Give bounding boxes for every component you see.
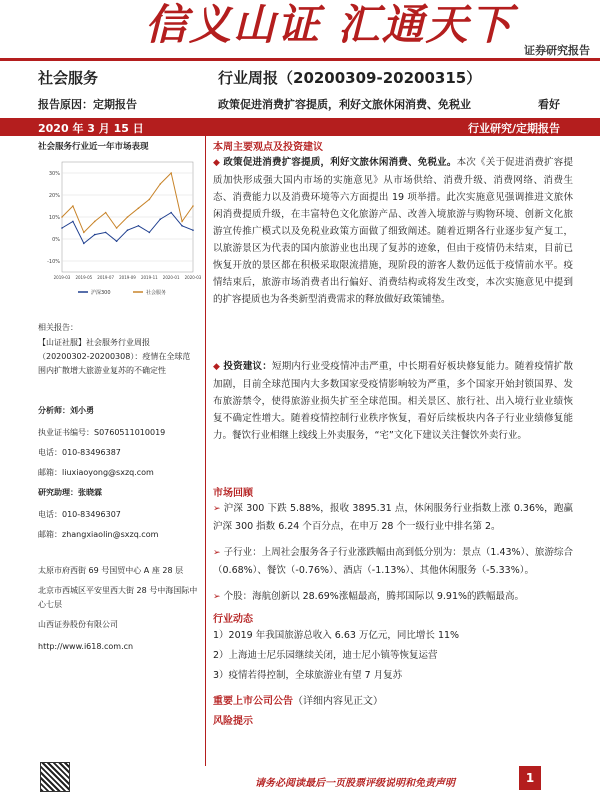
section-industry-news: 行业动态	[213, 614, 253, 625]
column-divider	[205, 136, 206, 766]
data-point	[105, 212, 107, 214]
data-point	[61, 227, 63, 229]
data-point	[170, 212, 172, 214]
news-list	[213, 626, 459, 686]
data-point	[116, 240, 118, 242]
company-website[interactable]: http://www.i618.com.cn	[38, 642, 134, 651]
investment-headline: 投资建议：	[223, 361, 272, 372]
legend-label: 社会服务	[146, 290, 167, 296]
data-point	[159, 218, 161, 220]
arrow-icon: ➢	[213, 548, 221, 558]
bullet-icon: ◆	[213, 362, 221, 372]
y-tick-label: -10%	[47, 259, 60, 265]
header-divider	[0, 58, 600, 61]
data-point	[72, 205, 74, 207]
brand-banner	[0, 0, 600, 60]
subsector-text: 子行业：上周社会服务各子行业涨跌幅由高到低分别为：景点（1.43%）、旅游综合（0.68%）、餐饮（-0.76%）、酒店（-1.13%）、其他休闲服务（-5.33%）。	[213, 547, 573, 576]
paragraph-subsectors	[213, 544, 573, 579]
data-point	[181, 225, 183, 227]
series-line-1	[62, 173, 193, 232]
bullet-icon: ◆	[213, 158, 221, 168]
x-tick-label: 2019-05	[75, 275, 93, 280]
policy-text: 本次《关于促进消费扩容提质加快形成强大国内市场的实施意见》从市场供给、消费升级、消费网络、消费生态、消费能力以及消费环境等六方面提出 19 项举措。此次实施意见强调推进文旅休闲消费提质升级，在丰富特色文化旅游产品、改善入境旅游与购物环境、创新文化旅游宣传推广模式以及免税业政策方面做了细致阐述。随着近期各行业逐步复产复工，以旅游景区为代表的国内旅游业也出现了复苏的迹象，但由于疫情仍未结束，目前已恢复开放的景区都在积极采取限流措施，现阶段的游客人数仍远低于疫情前水平。疫情结束后，旅游市场消费者出行偏好、消费结构或将发生改变，本次实施意见中提到的扩容提质也为各类新型消费需求的释放做好政策铺垫。	[213, 157, 573, 305]
data-point	[149, 199, 151, 201]
investment-text: 短期内行业受疫情冲击严重，中长期看好板块修复能力。随着疫情扩散加剧，目前全球范围内大多数国家受疫情影响较为严重，多个国家开始封锁国界、发布旅游禁令，使得旅游业损失扩至全球范围。相关景区、旅行社、出入境行业业绩恢复不确定性增大。随着疫情控制行业秩序恢复，看好后续板块内各子行业业绩修复能力。餐饮行业相继上线线上外卖服务，“宅”文化下建议关注餐饮外卖行业。	[213, 361, 573, 441]
x-tick-label: 2019-11	[140, 275, 158, 280]
data-point	[83, 243, 85, 245]
report-title: 行业周报（20200309-20200315）	[218, 69, 482, 87]
index-text: 沪深 300 下跌 5.88%，报收 3895.31 点，休闲服务行业指数上涨 0.36%，跑赢沪深 300 指数 6.24 个百分点，在申万 28 个一级行业中排名第 2。	[213, 503, 573, 532]
page-footer	[0, 762, 600, 800]
report-header	[0, 62, 600, 120]
data-point	[61, 216, 63, 218]
address-taiyuan: 太原市府西街 69 号国贸中心 A 座 28 层	[38, 566, 184, 575]
analyst-phone: 电话：010-83496387	[38, 448, 121, 457]
news-item: 1）2019 年我国旅游总收入 6.63 万亿元，同比增长 11%	[213, 630, 460, 641]
stocks-text: 个股：海航创新以 28.69%涨幅最高，腾邦国际以 9.91%的跌幅最高。	[223, 591, 525, 602]
data-point	[138, 225, 140, 227]
announcements-title: 重要上市公司公告	[213, 696, 293, 707]
section-main-views: 本周主要观点及投资建议	[213, 142, 323, 153]
sector-name: 社会服务	[38, 69, 99, 87]
news-item: 2）上海迪士尼乐园继续关闭，迪士尼小镇等恢复运营	[213, 650, 438, 661]
y-tick-label: 10%	[48, 215, 60, 221]
data-point	[94, 234, 96, 236]
section-risk: 风险提示	[213, 716, 253, 727]
policy-headline: 政策促进消费扩容提质，利好文旅休闲消费、免税业。	[223, 157, 457, 168]
x-tick-label: 2020-03	[184, 275, 202, 280]
data-point	[192, 205, 194, 207]
data-point	[138, 207, 140, 209]
qr-code-icon	[40, 762, 70, 792]
section-market-review: 市场回顾	[213, 488, 253, 499]
chart-title: 社会服务行业近一年市场表现	[38, 142, 149, 152]
data-point	[94, 221, 96, 223]
data-point	[181, 221, 183, 223]
data-point	[159, 183, 161, 185]
report-category: 行业研究/定期报告	[467, 122, 560, 135]
arrow-icon: ➢	[213, 592, 221, 602]
x-tick-label: 2019-07	[97, 275, 115, 280]
report-date: 2020 年 3 月 15 日	[38, 122, 144, 135]
data-point	[83, 232, 85, 234]
section-announcements	[213, 692, 383, 707]
company-slogan: 信义山证 汇通天下	[145, 0, 514, 49]
data-point	[116, 227, 118, 229]
assistant-name: 研究助理：张晓霖	[38, 488, 102, 497]
announcements-note: （详细内容见正文）	[293, 696, 383, 707]
related-report-link[interactable]: 【山证社服】社会服务行业周报（20200302-20200308）：疫情在全球范围内扩散增大旅游业复苏的不确定性	[38, 338, 191, 375]
report-type: 证券研究报告	[524, 44, 590, 57]
y-tick-label: 0%	[52, 237, 60, 243]
paragraph-policy	[213, 154, 573, 308]
analyst-license: 执业证书编号：S0760511010019	[38, 428, 166, 437]
paragraph-investment	[213, 358, 573, 444]
market-performance-chart	[38, 154, 202, 304]
analyst-name: 分析师：刘小勇	[38, 406, 94, 415]
data-point	[127, 229, 129, 231]
data-point	[105, 232, 107, 234]
analyst-email[interactable]: 邮箱：liuxiaoyong@sxzq.com	[38, 468, 154, 477]
rating: 看好	[538, 98, 560, 111]
news-item: 3）疫情若得控制，全球旅游业有望 7 月复苏	[213, 670, 403, 681]
left-sidebar	[0, 136, 205, 786]
x-tick-label: 2019-03	[53, 275, 71, 280]
paragraph-index	[213, 500, 573, 535]
report-subtitle: 政策促进消费扩容提质，利好文旅休闲消费、免税业	[218, 98, 471, 111]
paragraph-stocks	[213, 588, 573, 606]
company-name: 山西证券股份有限公司	[38, 620, 118, 629]
date-bar	[0, 118, 600, 136]
x-tick-label: 2020-01	[162, 275, 180, 280]
arrow-icon: ➢	[213, 504, 221, 514]
disclaimer-link[interactable]: 请务必阅读最后一页股票评级说明和免责声明	[255, 778, 455, 789]
assistant-email[interactable]: 邮箱：zhangxiaolin@sxzq.com	[38, 530, 159, 539]
legend-label: 沪深300	[91, 290, 111, 296]
data-point	[192, 229, 194, 231]
assistant-phone: 电话：010-83496307	[38, 510, 121, 519]
data-point	[149, 232, 151, 234]
y-tick-label: 30%	[48, 171, 60, 177]
report-reason: 报告原因：定期报告	[38, 98, 137, 111]
data-point	[127, 216, 129, 218]
data-point	[170, 172, 172, 174]
page-number: 1	[519, 766, 541, 790]
x-tick-label: 2019-09	[119, 275, 136, 280]
related-title: 相关报告：	[38, 323, 78, 332]
y-tick-label: 20%	[48, 193, 60, 199]
address-beijing: 北京市西城区平安里西大街 28 号中海国际中心七层	[38, 586, 198, 609]
data-point	[72, 221, 74, 223]
